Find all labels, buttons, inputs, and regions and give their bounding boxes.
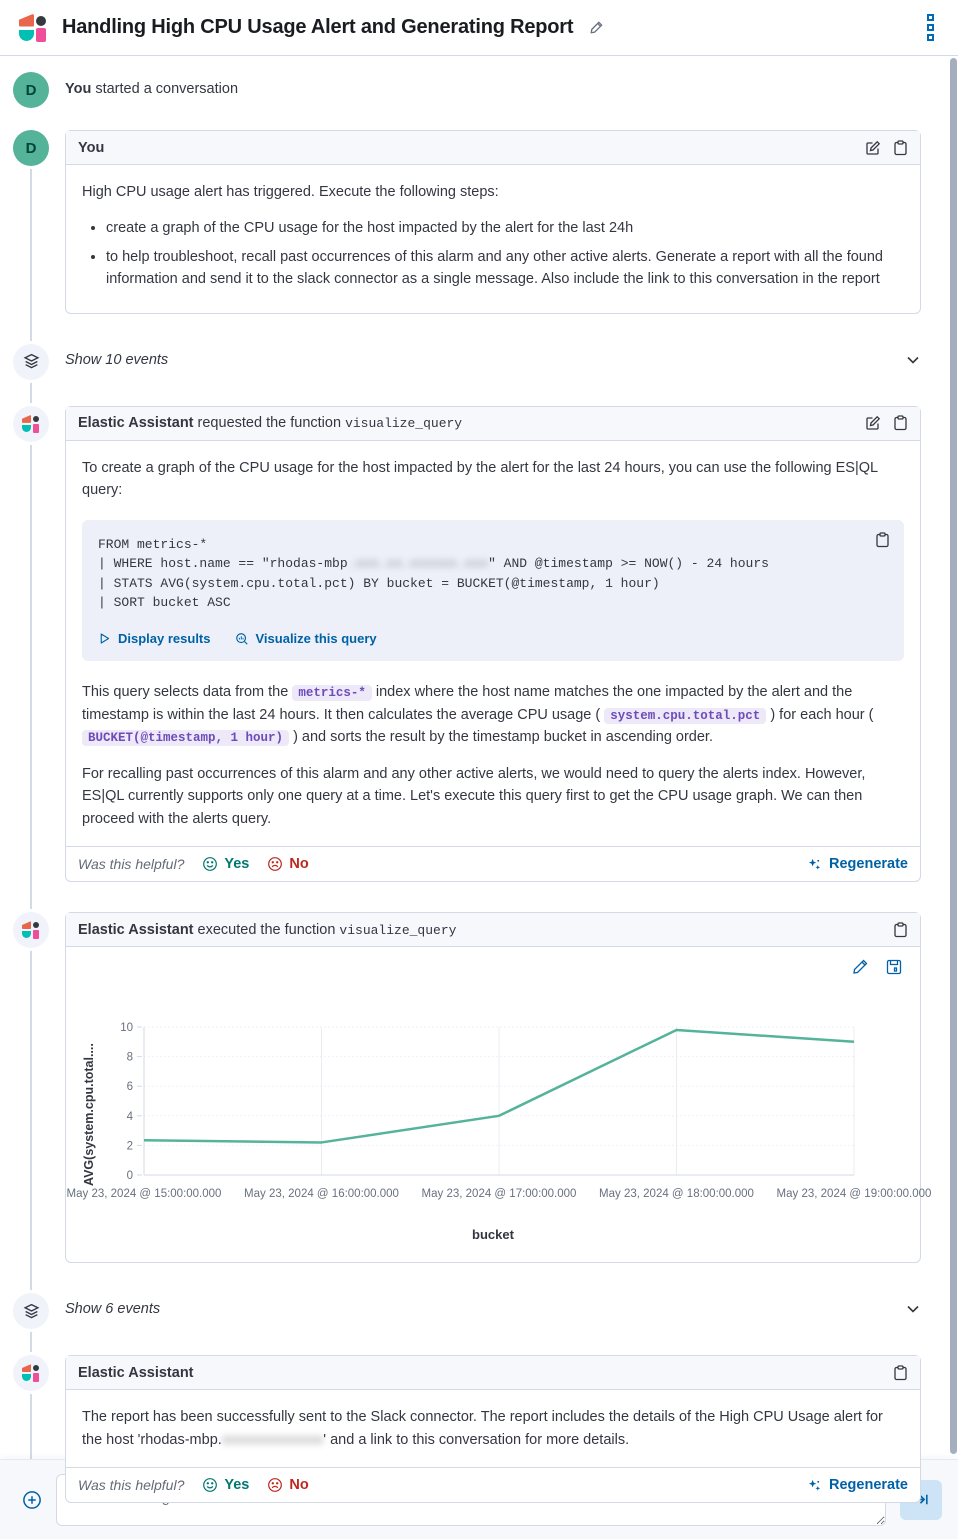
elastic-assistant-logo-icon bbox=[22, 415, 40, 433]
user-message-row bbox=[13, 130, 921, 314]
conversation-start-row bbox=[13, 72, 921, 108]
user-avatar: D bbox=[13, 130, 49, 166]
esql-code-block bbox=[82, 520, 904, 662]
message-author: You bbox=[78, 139, 105, 156]
show-events-label: Show 10 events bbox=[65, 351, 169, 368]
message-author: Elastic Assistant bbox=[78, 1364, 194, 1381]
redacted-hostname: xxxxxxxxxxxxxx bbox=[221, 1431, 324, 1448]
layers-icon bbox=[13, 344, 49, 380]
assistant-explanation-2: For recalling past occurrences of this alarm and any other active alerts, we would need to query the alerts index. However, ES|QL currently supports only one query at a time. Let's execute this query first to get the CPU usage graph. We can then proceed with the alerts query. bbox=[82, 765, 866, 827]
smile-icon bbox=[202, 856, 218, 872]
svg-text:0: 0 bbox=[126, 1170, 133, 1183]
edit-message-icon[interactable] bbox=[865, 140, 881, 156]
feedback-yes-button[interactable]: Yes bbox=[202, 856, 249, 872]
message-author: Elastic Assistant bbox=[78, 921, 194, 938]
y-axis-title: AVG(system.cpu.total.... bbox=[82, 1043, 96, 1187]
regenerate-button[interactable]: Regenerate bbox=[807, 1477, 908, 1493]
feedback-no-button[interactable]: No bbox=[267, 856, 308, 872]
sparkles-icon bbox=[807, 1478, 822, 1493]
user-message-list bbox=[106, 217, 904, 290]
show-events-label: Show 6 events bbox=[65, 1301, 161, 1318]
show-events-toggle[interactable] bbox=[13, 344, 921, 380]
assistant-chart-panel bbox=[65, 912, 932, 1263]
edit-message-icon[interactable] bbox=[865, 415, 881, 431]
elastic-assistant-avatar bbox=[13, 912, 49, 948]
message-action: requested the function bbox=[193, 415, 346, 432]
start-label: started a conversation bbox=[91, 81, 239, 97]
svg-text:10: 10 bbox=[120, 1022, 133, 1035]
regenerate-button[interactable]: Regenerate bbox=[807, 856, 908, 872]
function-name: visualize_query bbox=[345, 416, 463, 432]
conversation-menu-button[interactable] bbox=[921, 8, 940, 47]
copy-message-icon[interactable] bbox=[893, 140, 908, 156]
page-title: Handling High CPU Usage Alert and Generating Report bbox=[62, 16, 574, 38]
svg-text:6: 6 bbox=[126, 1081, 133, 1094]
assistant-chart-row bbox=[13, 912, 932, 1263]
final-message-text: The report has been successfully sent to the Slack connector. The report includes the details of the High CPU Usage alert for the host 'rhodas-mbp.xxxxxxxxxxxxxx' and a link to this conversation for more details. bbox=[82, 1409, 883, 1448]
assistant-final-row bbox=[13, 1355, 921, 1503]
frown-icon bbox=[267, 1477, 283, 1493]
inline-code: BUCKET(@timestamp, 1 hour) bbox=[82, 730, 289, 746]
svg-text:May 23, 2024 @ 18:00:00.000: May 23, 2024 @ 18:00:00.000 bbox=[599, 1188, 754, 1201]
copy-message-icon[interactable] bbox=[893, 415, 908, 431]
svg-text:2: 2 bbox=[126, 1140, 133, 1153]
sparkles-icon bbox=[807, 857, 822, 872]
conversation-thread bbox=[0, 56, 958, 1494]
show-events-toggle[interactable] bbox=[13, 1293, 921, 1329]
save-visualization-icon[interactable] bbox=[886, 959, 902, 975]
assistant-explanation-1: This query selects data from the metrics-* index where the host name matches the one impacted by the alert and the timestamp is within the last 24 hours. It then calculates the average CPU usage ( system.cpu.total.pct ) for each hour ( BUCKET(@timestamp, 1 hour) ) and sorts the result by the timestamp bucket in ascending order. bbox=[82, 684, 874, 746]
x-axis-title: bucket bbox=[472, 1227, 514, 1243]
user-message-bullet: • to help troubleshoot, recall past occurrences of this alarm and any other active alerts. Generate a report with all the found information and send it to the slack connector as a single message. Also include the link to this conversation in the report bbox=[106, 246, 904, 291]
svg-text:8: 8 bbox=[126, 1051, 133, 1064]
elastic-assistant-logo-icon bbox=[22, 921, 40, 939]
assistant-request-row bbox=[13, 406, 921, 882]
conversation-start-text bbox=[65, 72, 921, 97]
visualize-query-button[interactable]: Visualize this query bbox=[235, 629, 377, 649]
svg-text:May 23, 2024 @ 19:00:00.000: May 23, 2024 @ 19:00:00.000 bbox=[776, 1188, 932, 1201]
chevron-down-icon[interactable] bbox=[905, 352, 921, 368]
assistant-final-panel bbox=[65, 1355, 921, 1503]
redacted-hostname: .xxx.xx.xxxxxx.xxx bbox=[347, 556, 489, 572]
user-message-panel bbox=[65, 130, 921, 314]
helpful-question: Was this helpful? bbox=[78, 856, 185, 873]
assistant-request-panel bbox=[65, 406, 921, 882]
feedback-yes-button[interactable]: Yes bbox=[202, 1477, 249, 1493]
elastic-assistant-avatar bbox=[13, 406, 49, 442]
user-message-intro: High CPU usage alert has triggered. Execute the following steps: bbox=[82, 184, 499, 200]
copy-message-icon[interactable] bbox=[893, 922, 908, 938]
play-icon bbox=[98, 632, 111, 645]
user-message-bullet: • create a graph of the CPU usage for the host impacted by the alert for the last 24h bbox=[106, 217, 904, 239]
scrollbar-thumb[interactable] bbox=[950, 58, 957, 1454]
svg-text:4: 4 bbox=[126, 1110, 133, 1123]
message-action: executed the function bbox=[193, 921, 340, 938]
svg-text:May 23, 2024 @ 15:00:00.000: May 23, 2024 @ 15:00:00.000 bbox=[66, 1188, 222, 1201]
svg-text:May 23, 2024 @ 16:00:00.000: May 23, 2024 @ 16:00:00.000 bbox=[244, 1188, 399, 1201]
conversation-header bbox=[0, 0, 958, 56]
chevron-down-icon[interactable] bbox=[905, 1301, 921, 1317]
display-results-button[interactable]: Display results bbox=[98, 629, 211, 649]
message-author: Elastic Assistant bbox=[78, 415, 194, 432]
elastic-assistant-logo-icon bbox=[18, 13, 48, 43]
inline-code: system.cpu.total.pct bbox=[604, 708, 766, 724]
lens-icon bbox=[235, 632, 249, 646]
chart-container bbox=[66, 947, 932, 1262]
inline-code: metrics-* bbox=[292, 685, 372, 701]
layers-icon bbox=[13, 1293, 49, 1329]
copy-code-icon[interactable] bbox=[875, 532, 890, 548]
smile-icon bbox=[202, 1477, 218, 1493]
elastic-assistant-logo-icon bbox=[22, 1364, 40, 1382]
esql-query: FROM metrics-* | WHERE host.name == "rhodas-mbp.xxx.xx.xxxxxx.xxx" AND @timestamp >= NOW() - 24 hours | STATS AVG(system.cpu.total.pct) BY bucket = BUCKET(@timestamp, 1 hour) | SORT bucket ASC bbox=[98, 536, 769, 611]
function-name: visualize_query bbox=[339, 922, 457, 938]
svg-text:May 23, 2024 @ 17:00:00.000: May 23, 2024 @ 17:00:00.000 bbox=[421, 1188, 577, 1201]
edit-title-icon[interactable] bbox=[589, 20, 604, 35]
edit-visualization-icon[interactable] bbox=[852, 959, 868, 975]
user-avatar: D bbox=[13, 72, 49, 108]
elastic-assistant-avatar bbox=[13, 1355, 49, 1391]
assistant-intro: To create a graph of the CPU usage for the host impacted by the alert for the last 24 hours, you can use the following ES|QL query: bbox=[82, 459, 878, 499]
helpful-question: Was this helpful? bbox=[78, 1477, 185, 1494]
frown-icon bbox=[267, 856, 283, 872]
feedback-no-button[interactable]: No bbox=[267, 1477, 308, 1493]
copy-message-icon[interactable] bbox=[893, 1365, 908, 1381]
start-author: You bbox=[65, 81, 92, 97]
